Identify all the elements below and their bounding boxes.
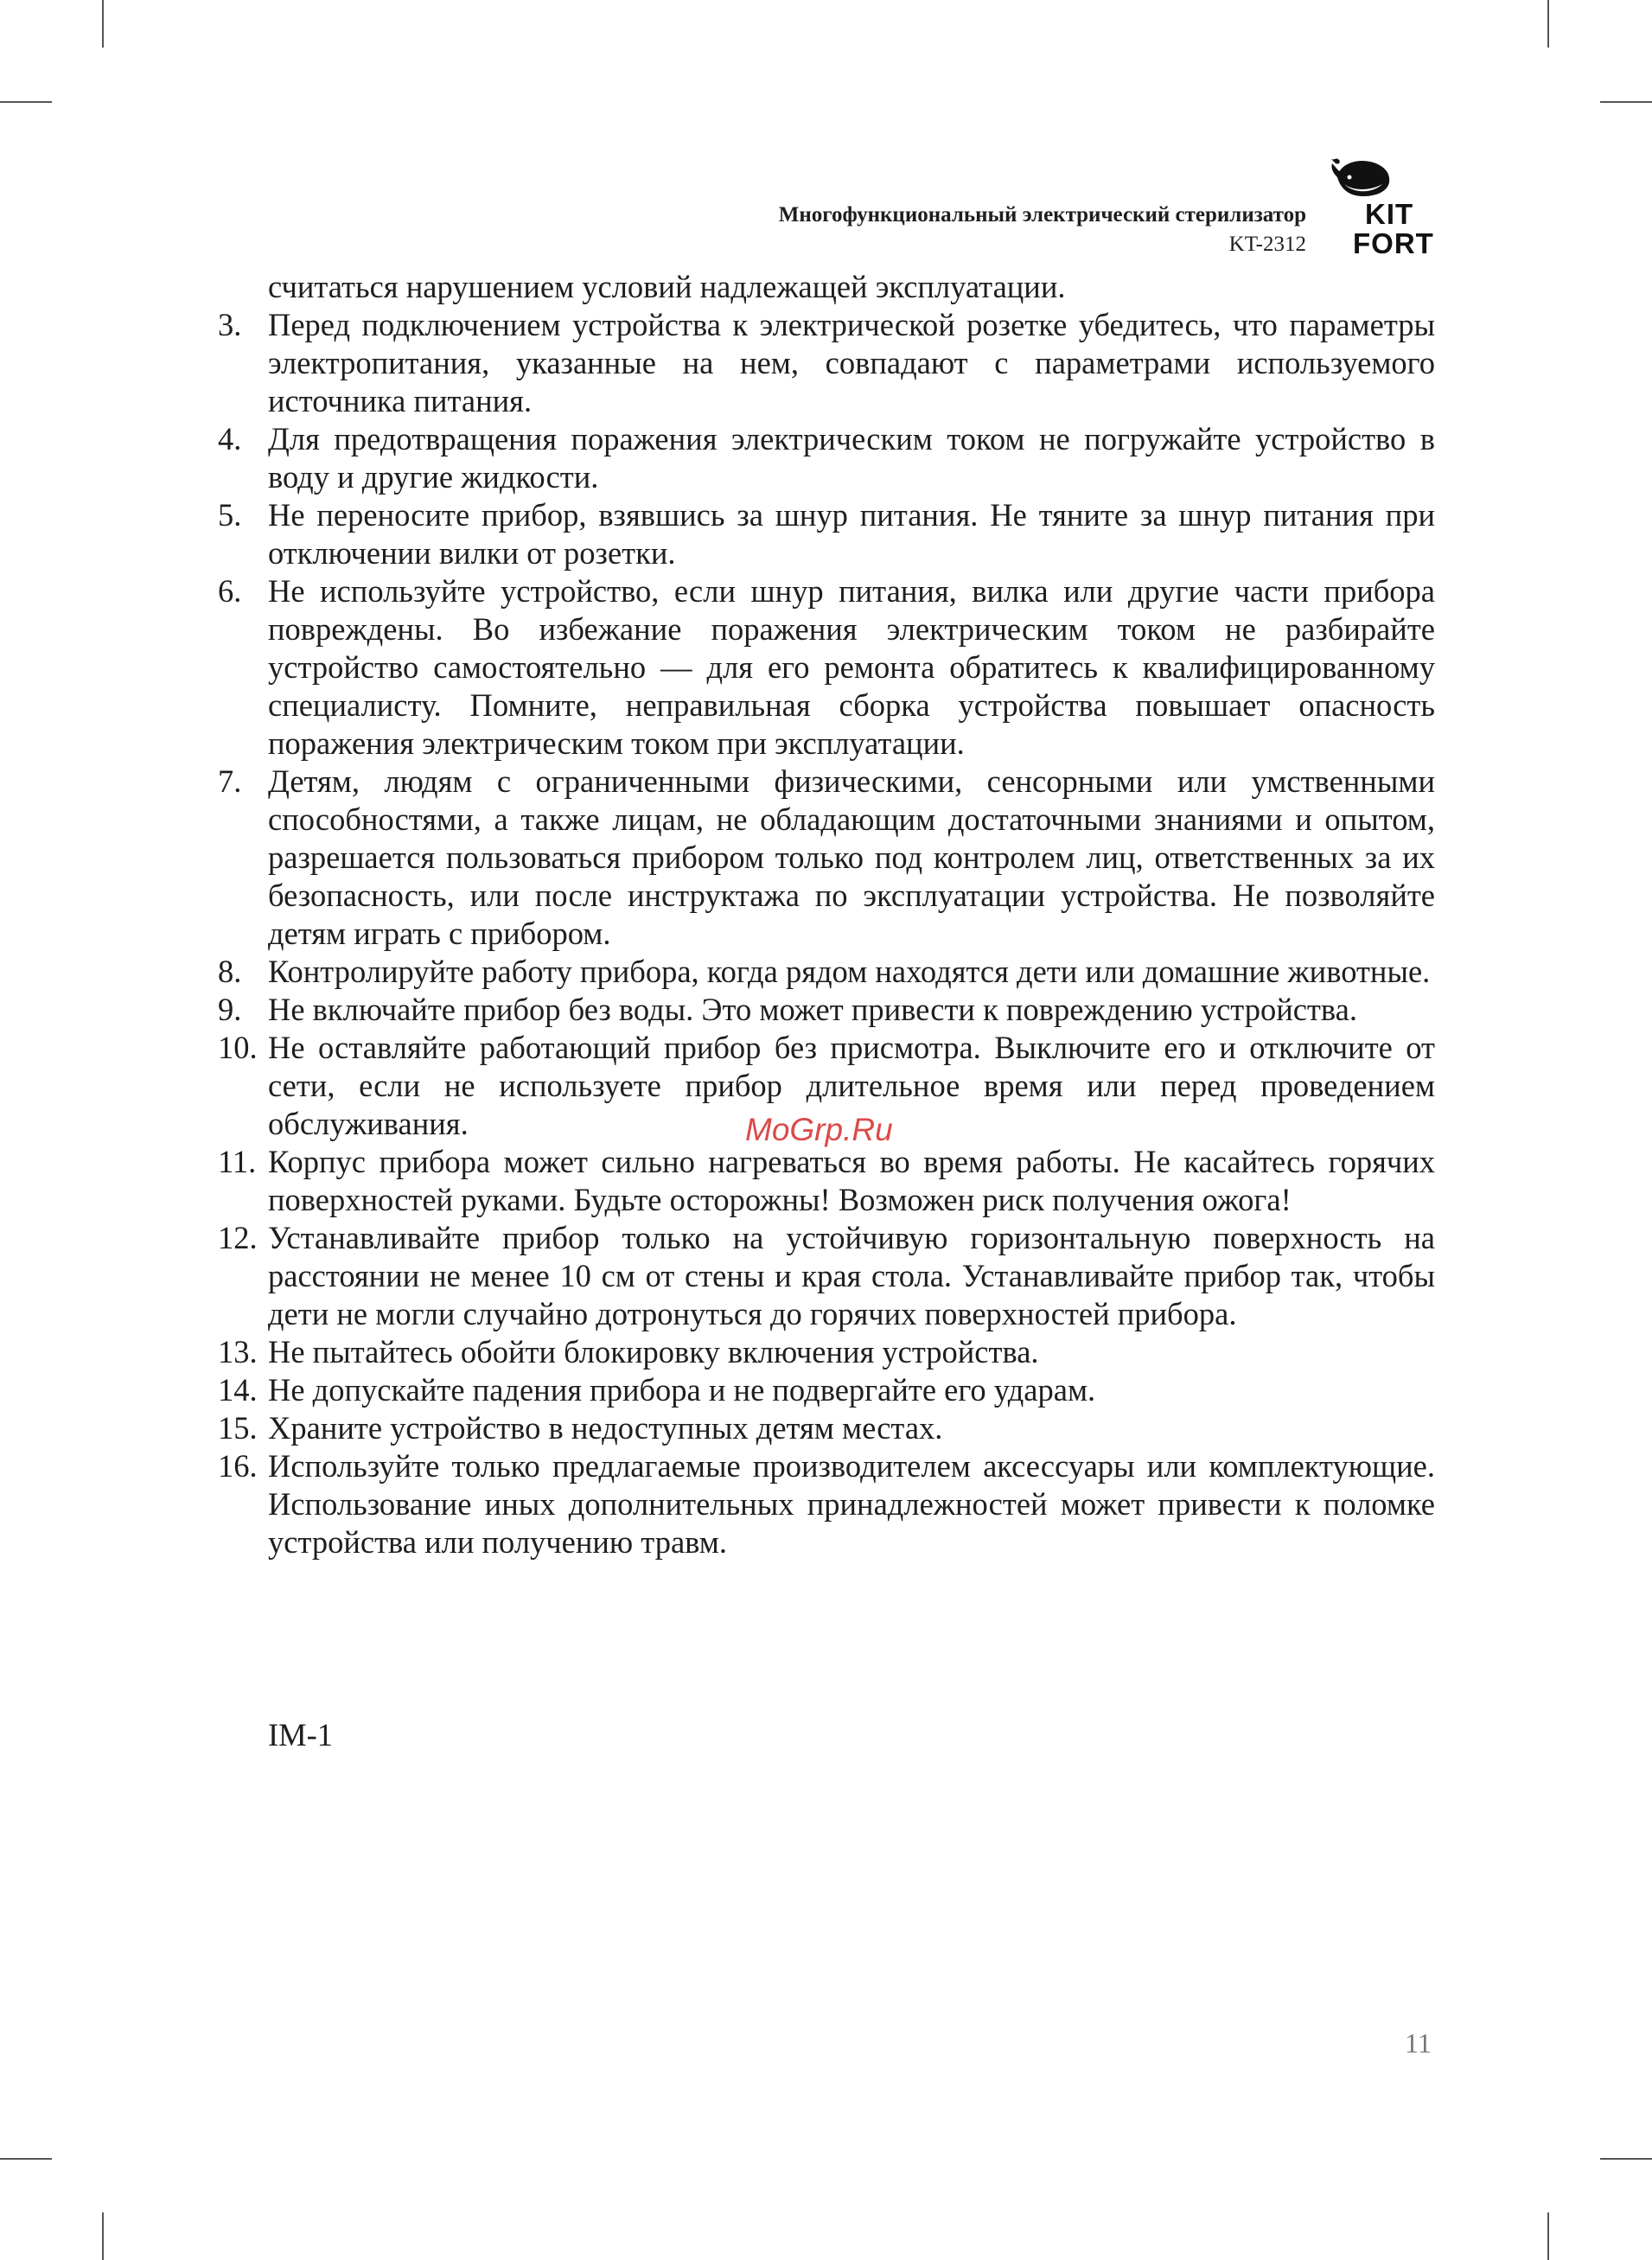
page-header — [779, 201, 1306, 259]
brand-logo — [1327, 151, 1439, 264]
list-item — [218, 763, 1435, 953]
crop-mark — [1600, 101, 1652, 103]
crop-mark — [102, 0, 104, 48]
brand-line-2: FORT — [1353, 227, 1434, 259]
crop-mark — [1600, 2158, 1652, 2160]
item-number: 16. — [218, 1448, 258, 1484]
item-text: Не переносите прибор, взявшись за шнур питания. Не тяните за шнур питания при отключении вилки от розетки. — [268, 497, 1435, 571]
item-text: Используйте только предлагаемые производителем аксессуары или комплектующие. Использование иных дополнительных принадлежностей может привести к поломке устройства или получению травм. — [268, 1448, 1435, 1560]
item-number: 9. — [218, 992, 242, 1027]
list-item — [218, 1409, 1435, 1447]
header-title: Многофункциональный электрический стерилизатор — [778, 203, 1306, 227]
crop-mark — [1547, 2212, 1549, 2260]
page-number: 11 — [1405, 2027, 1432, 2059]
item-number: 11. — [218, 1144, 257, 1179]
item-number: 6. — [218, 573, 242, 609]
crop-mark — [0, 2158, 52, 2160]
list-item — [218, 572, 1435, 763]
brand-name — [1353, 198, 1434, 259]
list-item — [218, 953, 1435, 991]
item-number: 4. — [218, 421, 242, 456]
item-text: Не оставляйте работающий прибор без присмотра. Выключите его и отключите от сети, если не используете прибор длительное время или перед проведением обслуживания. — [268, 1030, 1435, 1141]
item-number: 10. — [218, 1030, 258, 1065]
item-number: 15. — [218, 1410, 258, 1446]
item-text: Храните устройство в недоступных детям местах. — [268, 1410, 943, 1446]
watermark: MoGrp.Ru — [745, 1112, 893, 1147]
item-number: 13. — [218, 1334, 258, 1369]
item-number: 5. — [218, 497, 242, 533]
instruction-text — [218, 268, 1435, 1561]
item-text: Не пытайтесь обойти блокировку включения устройства. — [268, 1334, 1039, 1369]
item-number: 14. — [218, 1372, 258, 1408]
item-number: 7. — [218, 763, 242, 799]
list-item — [218, 1447, 1435, 1561]
whale-icon — [1329, 151, 1394, 200]
list-item — [218, 306, 1435, 420]
continuation-text: считаться нарушением условий надлежащей эксплуатации. — [268, 269, 1066, 304]
item-text: Устанавливайте прибор только на устойчивую горизонтальную поверхность на расстоянии не менее 10 см от стены и края стола. Устанавливайте прибор так, чтобы дети не могли случайно дотронуться до горячих поверхностей прибора. — [268, 1220, 1435, 1331]
crop-mark — [0, 101, 52, 103]
item-text: Для предотвращения поражения электрическим током не погружайте устройство в воду и другие жидкости. — [268, 421, 1435, 495]
header-model: KT-2312 — [1228, 233, 1306, 256]
item-number: 12. — [218, 1220, 258, 1255]
item-text: Не допускайте падения прибора и не подвергайте его ударам. — [268, 1372, 1096, 1408]
crop-mark — [102, 2212, 104, 2260]
list-item — [218, 496, 1435, 572]
item-text: Контролируйте работу прибора, когда рядом находятся дети или домашние животные. — [268, 954, 1431, 989]
item-text: Перед подключением устройства к электрической розетке убедитесь, что параметры электропитания, указанные на нем, совпадают с параметрами используемого источника питания. — [268, 307, 1435, 418]
item-number: 3. — [218, 307, 242, 342]
list-item — [218, 1371, 1435, 1409]
item-text: Не используйте устройство, если шнур питания, вилка или другие части прибора повреждены. Во избежание поражения электрическим током не разбирайте устройство самостоятельно — для его ремонта обратитесь к квалифицированному специалисту. Помните, неправильная сборка устройства повышает опасность поражения электрическим током при эксплуатации. — [268, 573, 1435, 761]
item-text: Не включайте прибор без воды. Это может привести к повреждению устройства. — [268, 992, 1357, 1027]
list-item — [218, 420, 1435, 496]
brand-line-1: KIT — [1365, 198, 1414, 230]
crop-mark — [1547, 0, 1549, 48]
item-number: 8. — [218, 954, 242, 989]
document-code: IM-1 — [268, 1717, 334, 1752]
list-item — [218, 991, 1435, 1029]
list-item — [218, 1219, 1435, 1333]
item-text: Корпус прибора может сильно нагреваться во время работы. Не касайтесь горячих поверхностей руками. Будьте осторожны! Возможен риск получения ожога! — [268, 1144, 1435, 1217]
item-text: Детям, людям с ограниченными физическими, сенсорными или умственными способностями, а также лицам, не обладающим достаточными знаниями и опытом, разрешается пользоваться прибором только под контролем лиц, ответственных за их безопасность, или после инструктажа по эксплуатации устройства. Не позволяйте детям играть с прибором. — [268, 763, 1435, 951]
list-item — [218, 1143, 1435, 1219]
list-item — [218, 1333, 1435, 1371]
